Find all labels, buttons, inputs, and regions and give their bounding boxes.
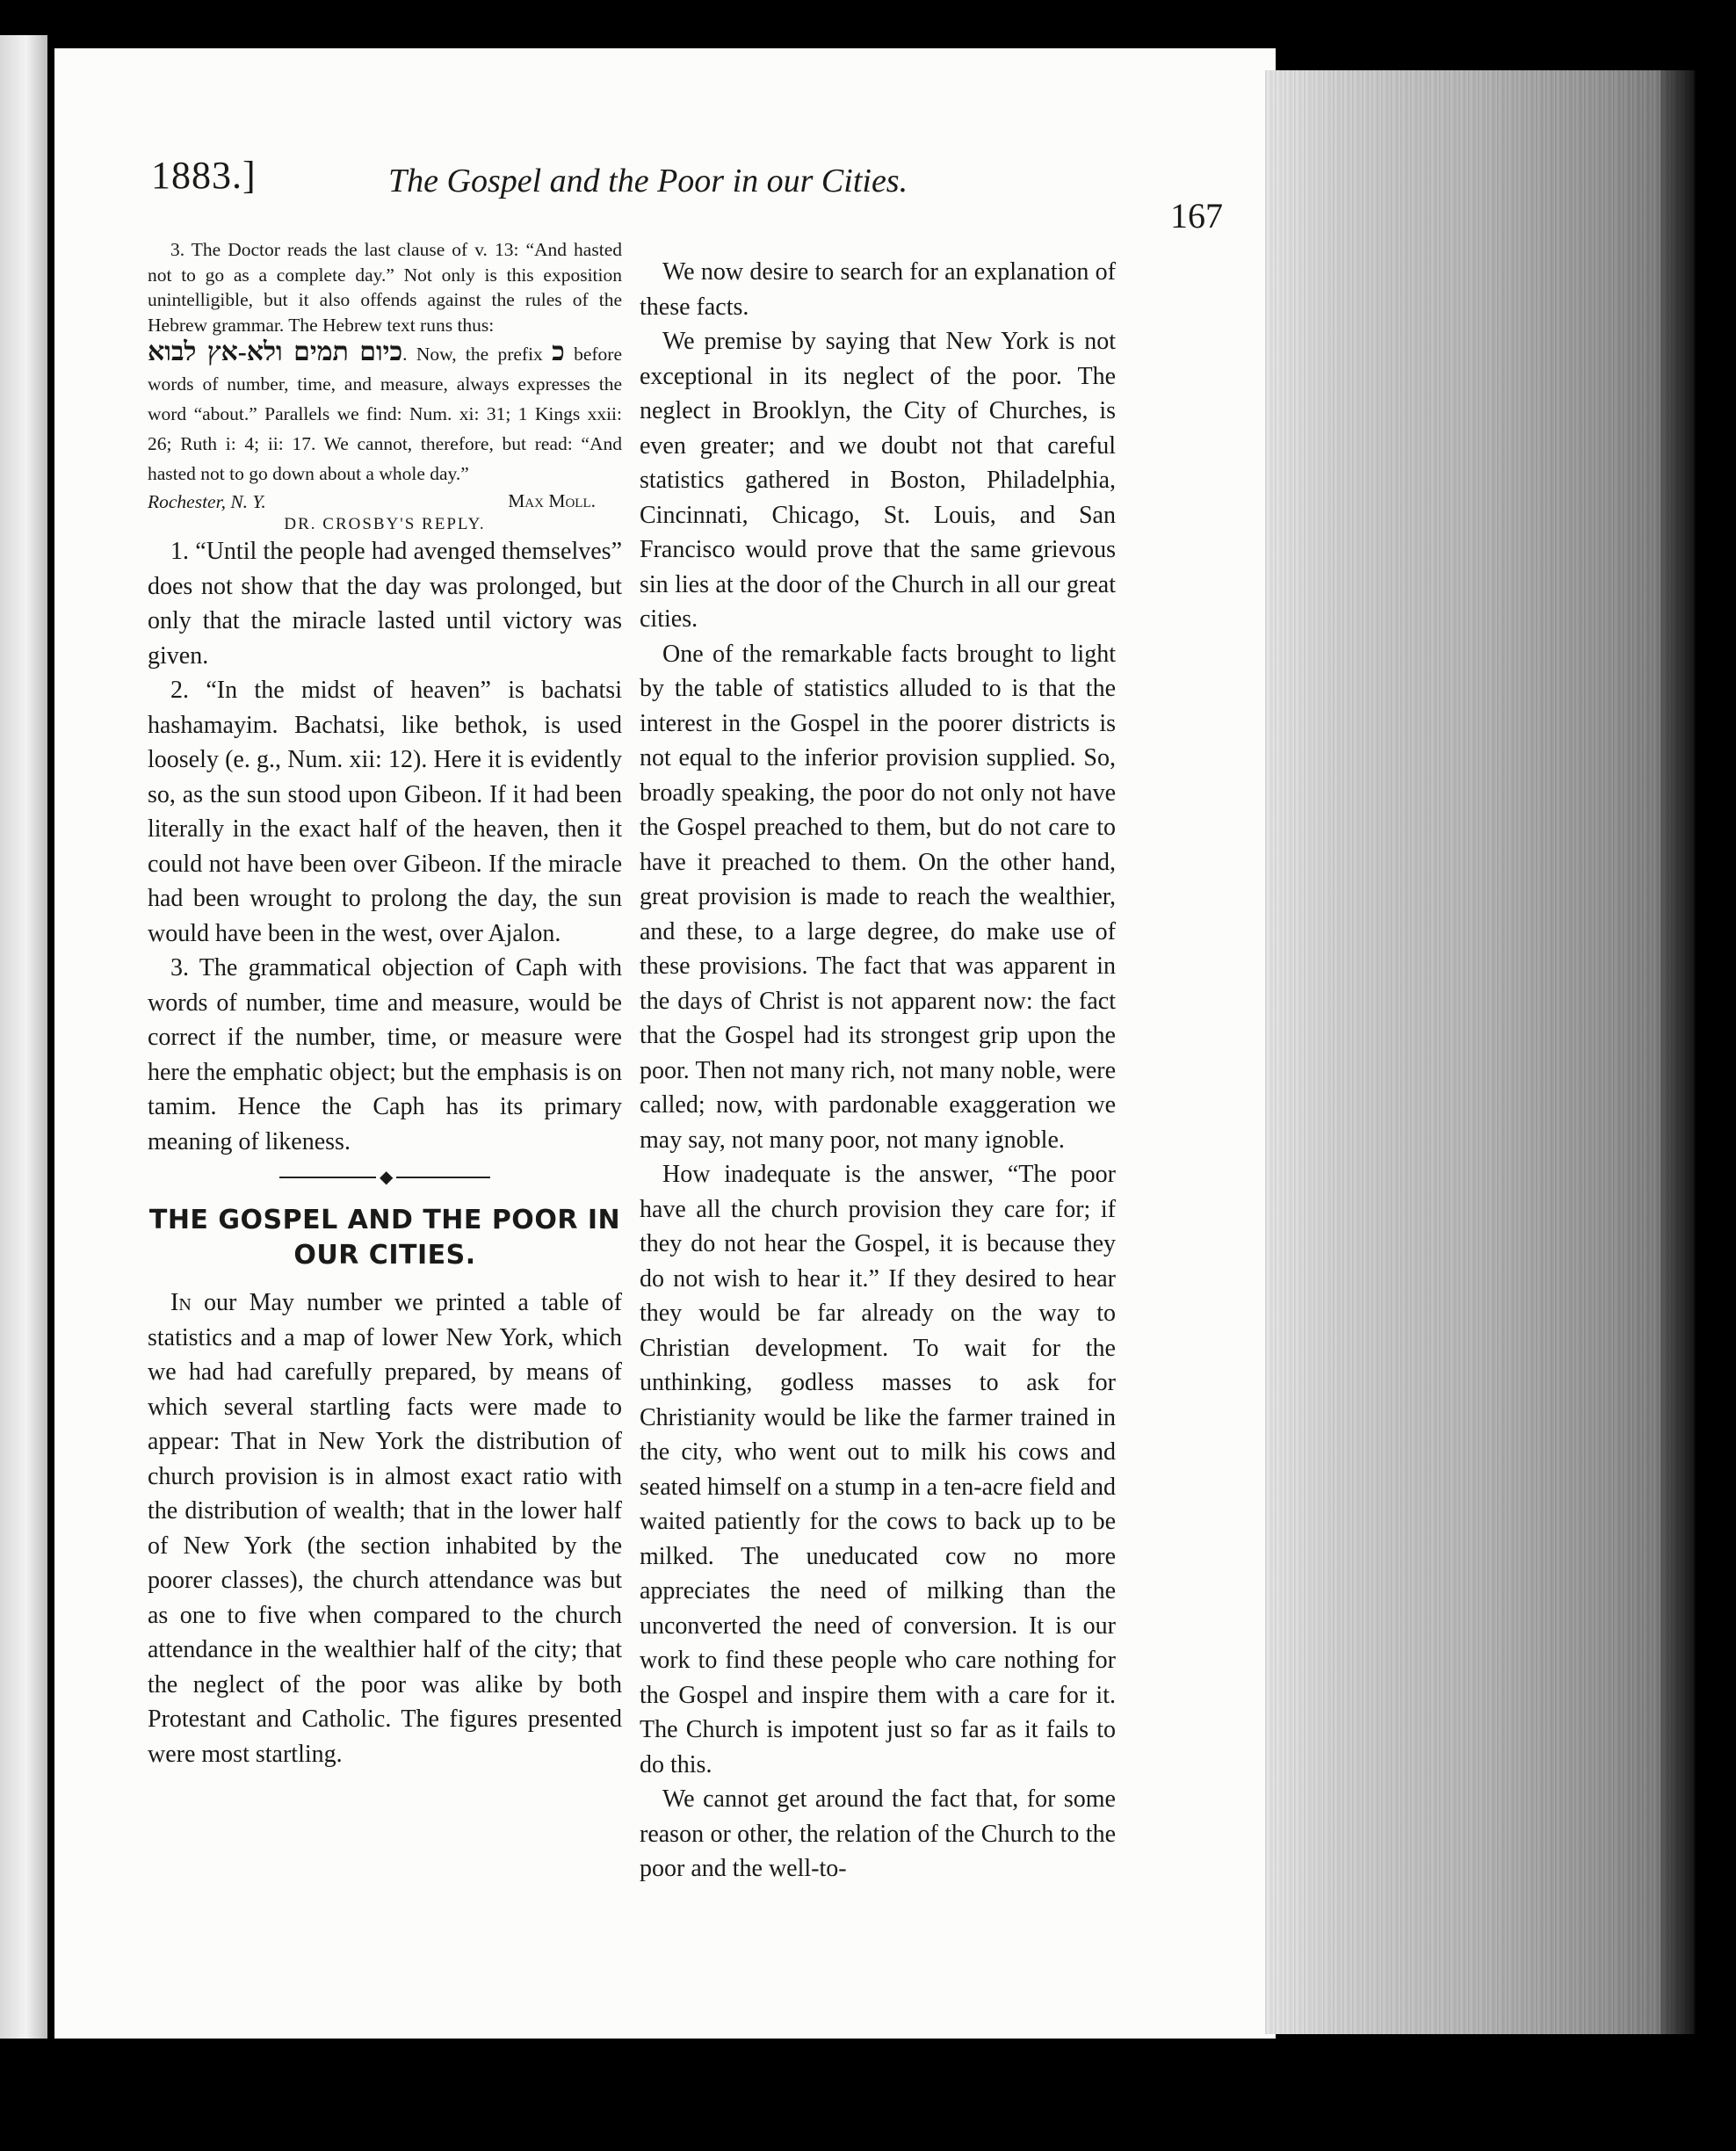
running-header [151,141,1223,235]
left-column [148,237,622,1771]
page-block-edges [1265,70,1694,2034]
article-paragraph-2: We now desire to search for an explanation of these facts. [640,258,1116,321]
previous-page-edge [0,35,47,2039]
article-paragraph-1: In our May number we printed a table of statistics and a map of lower New York, which we had had carefully prepared, by means of which several startling facts were made to appear: That in New York the distribution of church provision is in almost exact ratio with the distribution of wealth; that in the lower half of New York (the section inhabited by the poorer classes), the church attendance was but as one to five when compared to the church attendance in the wealthier half of the city; that the neglect of the poor was alike by both Protestant and Catholic. The figures presented were most startling. [148,1289,623,1768]
section-divider [279,1171,490,1184]
letter-paragraph: 3. The Doctor reads the last clause of v. 13: “And hasted not to go as a complete day.” Not only is this exposition unintelligible, but it also offends against the rules of the Hebrew grammar. The Hebrew text runs thus: [148,239,622,336]
right-column [640,255,1116,1887]
article-paragraph-4: One of the remarkable facts brought to light by the table of statistics alluded to is that the interest in the Gospel in the poorer districts is not equal to the inferior provision supplied. So, broadly speaking, the poor do not only not have the Gospel preached to them, but do not care to have it preached to them. On the other hand, great provision is made to reach the wealthier, and these, to a large degree, do make use of these provisions. The fact that was apparent in the days of Christ is not apparent now: the fact that the Gospel had its strongest grip upon the poor. Then not many rich, not many noble, were called; now, with pardonable exaggeration we may say, not many poor, not many ignoble. [640,640,1116,1154]
reply-paragraph-2: 2. “In the midst of heaven” is bachatsi hashamayim. Bachatsi, like bethok, is used loosely (e. g., Num. xii: 12). Here it is evidently so, as the sun stood upon Gibeon. If it had been literally in the exact half of the heaven, then it could not have been over Gibeon. If the miracle had been wrought to prolong the day, the sun would have been in the west, over Ajalon. [148,677,622,947]
reply-paragraph-1: 1. “Until the people had avenged themselves” does not show that the day was prolonged, but only that the miracle lasted until victory was given. [148,538,622,670]
article-title: THE GOSPEL AND THE POOR IN OUR CITIES. [148,1205,621,1271]
article-paragraph-3: We premise by saying that New York is not exceptional in its neglect of the poor. The neglect in Brooklyn, the City of Churches, is even greater; and we doubt not that careful statistics gathered in Boston, Philadelphia, Cincinnati, Chicago, St. Louis, and San Francisco would prove that the same grievous sin lies at the door of the Church in all our great cities. [640,328,1116,633]
article-paragraph-6: We cannot get around the fact that, for some reason or other, the relation of the Church to the poor and the well-to- [640,1785,1116,1882]
article-opening-word: In [170,1289,192,1316]
hebrew-line: כיום תמים ולא-אץ לבוא. Now, the prefix כ before words of number, time, and measure, always expresses the word “about.” Parallels we find: Num. xi: 31; 1 Kings xxii: 26; Ruth i: 4; ii: 17. We cannot, therefore, but read: “And hasted not to go down about a whole day.” [148,337,623,484]
letter-place: Rochester, N. Y. [148,491,266,512]
signature: Max Moll. [508,490,596,511]
hebrew-prefix: כ [552,337,565,366]
reply-paragraph-3: 3. The grammatical objection of Caph with words of number, time and measure, would be correct if the number, time, or measure were here the emphatic object; but the emphasis is on tamim. Hence the Caph has its primary meaning of likeness. [148,954,622,1155]
hebrew-text: כיום תמים ולא-אץ לבוא [148,337,403,366]
header-year: 1883.] [151,154,257,197]
page-number: 167 [1170,196,1223,235]
page-edge-shadow [1660,70,1696,2034]
article-paragraph-5: How inadequate is the answer, “The poor have all the church provision they care for; if they do not hear the Gospel, it is because they do not wish to hear it.” If they desired to hear they would be far already on the way to Christian development. To wait for the unthinking, godless masses to ask for Christianity would be like the farmer trained in the city, who went out to milk his cows and seated himself on a stump in a ten-acre field and waited patiently for the cows to back up to be milked. The uneducated cow no more appreciates the need of milking than the unconverted the need of conversion. It is our work to find these people who care nothing for the Gospel and inspire them with a care for it. The Church is impotent just so far as it fails to do this. [640,1161,1116,1778]
reply-heading: DR. CROSBY'S REPLY. [284,515,486,533]
header-running-title: The Gospel and the Poor in our Cities. [388,163,908,199]
